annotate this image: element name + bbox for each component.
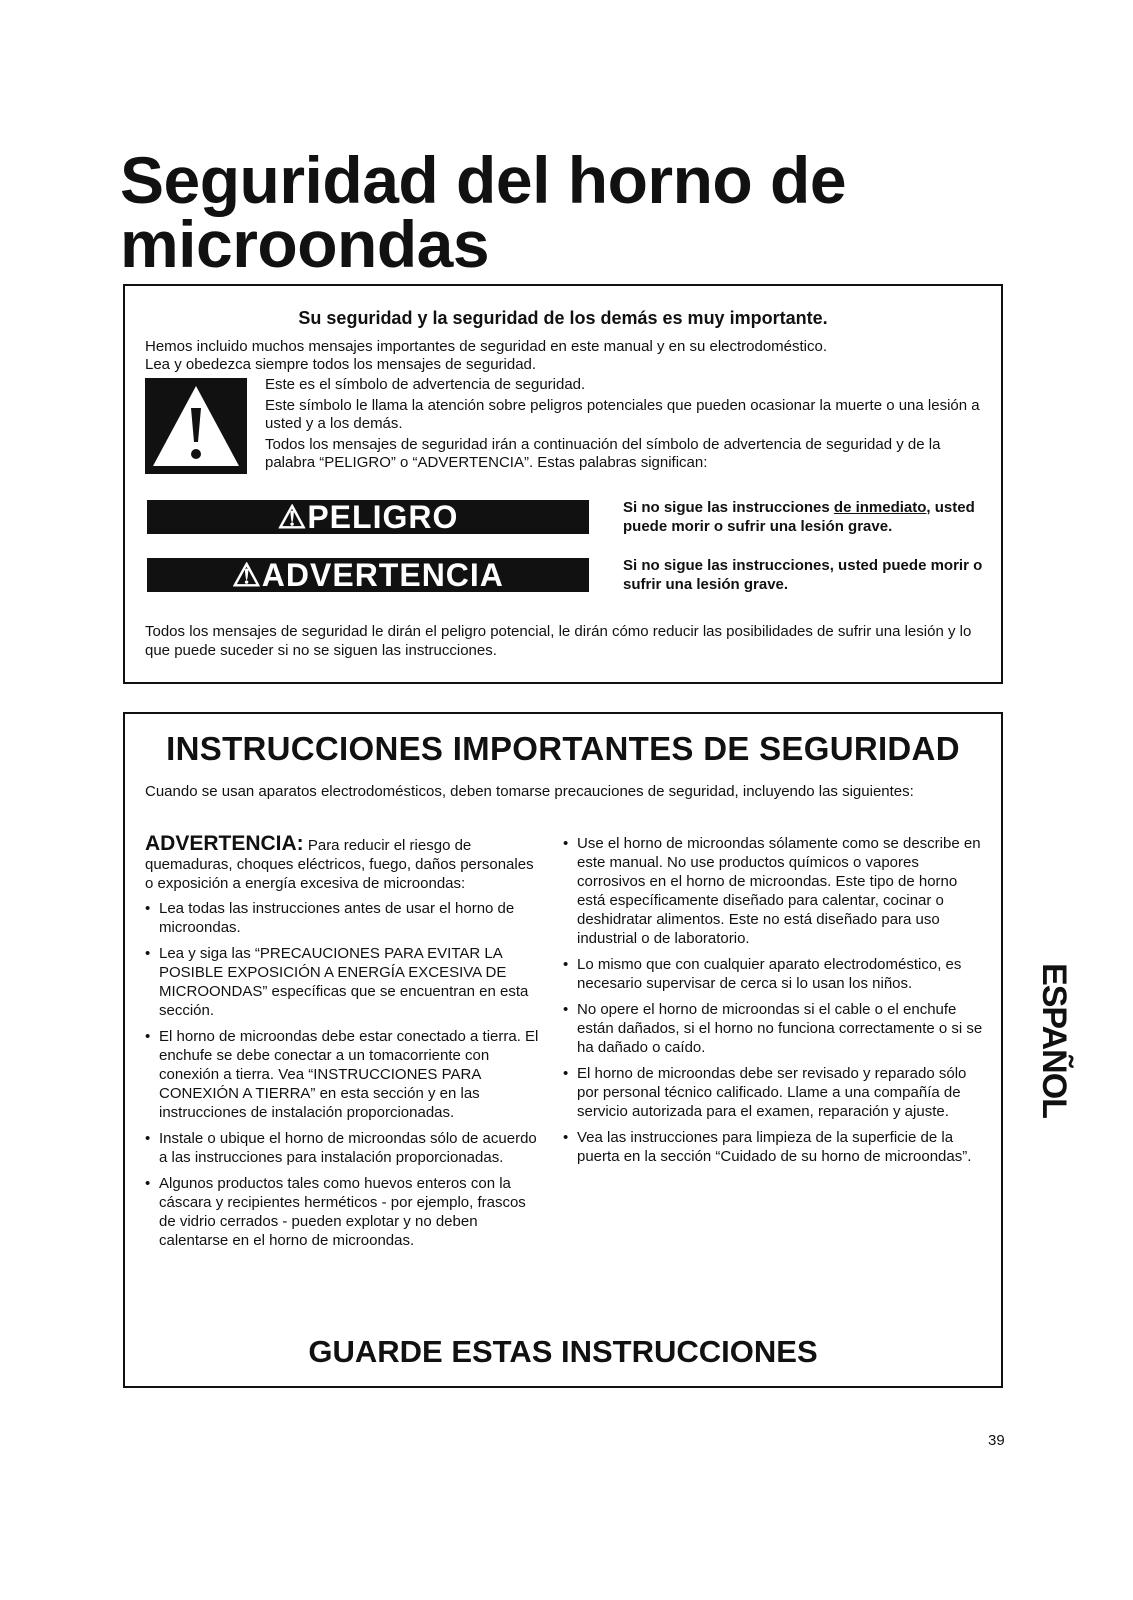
peligro-description: [623, 498, 993, 536]
list-item: • Lea todas las instrucciones antes de usar el horno de microondas.: [145, 899, 540, 937]
list-item: • El horno de microondas debe estar conectado a tierra. El enchufe se debe conectar a un tomacorriente con conexión a tierra. Vea “INSTRUCCIONES PARA CONEXIÓN A TIERRA” en esta sección y en las instrucciones de instalación proporcionadas.: [145, 1027, 540, 1122]
left-bullet-list: [145, 899, 540, 1250]
list-item: • Lea y siga las “PRECAUCIONES PARA EVITAR LA POSIBLE EXPOSICIÓN A ENERGÍA EXCESIVA DE MICROONDAS” específicas que se encuentran en esta sección.: [145, 944, 540, 1020]
warning-label: ADVERTENCIA:: [145, 832, 304, 855]
list-item: • Lo mismo que con cualquier aparato electrodoméstico, es necesario supervisar de cerca si lo usan los niños.: [563, 955, 983, 993]
page-number: 39: [988, 1432, 1005, 1449]
advertencia-label: ADVERTENCIA: [261, 557, 504, 593]
list-item: • Instale o ubique el horno de microondas sólo de acuerdo a las instrucciones para instalación proporcionadas.: [145, 1129, 540, 1167]
list-item: • Use el horno de microondas sólamente como se describe en este manual. No use productos químicos o vapores corrosivos en el horno de microondas. Este tipo de horno está específicamente diseñado para calentar, cocinar o deshidratar alimentos. Este no está diseñado para uso industrial o de laboratorio.: [563, 834, 983, 948]
list-item: • El horno de microondas debe ser revisado y reparado sólo por personal técnico calificado. Llame a una compañía de servicio autorizada para el examen, reparación y ajuste.: [563, 1064, 983, 1121]
instructions-title: INSTRUCCIONES IMPORTANTES DE SEGURIDAD: [166, 730, 960, 767]
safety-message-box: [123, 284, 1003, 684]
warning-triangle-icon: ⚠: [232, 557, 262, 593]
peligro-desc-text: Si no sigue las instrucciones: [623, 499, 834, 516]
right-bullet-list: [563, 834, 983, 1166]
warning-paragraph: [145, 834, 540, 893]
language-label: ESPAÑOL: [1034, 962, 1073, 1118]
peligro-label: PELIGRO: [307, 499, 459, 535]
instructions-left-column: [145, 834, 540, 1257]
instructions-intro: Cuando se usan aparatos electrodomésticos, deben tomarse precauciones de seguridad, incluyendo las siguientes:: [145, 783, 914, 800]
list-item: • No opere el horno de microondas si el cable o el enchufe están dañados, si el horno no funciona correctamente o si se ha dañado o caído.: [563, 1000, 983, 1057]
instructions-right-column: [563, 834, 983, 1173]
symbol-explanation: [265, 376, 993, 475]
safety-intro-line: Hemos incluido muchos mensajes importantes de seguridad en este manual y en su electrodoméstico.: [145, 338, 828, 355]
safety-footer: Todos los mensajes de seguridad le dirán el peligro potencial, le dirán cómo reducir las posibilidades de sufrir una lesión y lo que puede suceder si no se siguen las instrucciones.: [145, 623, 972, 659]
symbol-paragraph: Este símbolo le llama la atención sobre peligros potenciales que pueden ocasionar la muerte o una lesión a usted y a los demás.: [265, 397, 980, 432]
list-item: • Algunos productos tales como huevos enteros con la cáscara y recipientes herméticos - por ejemplo, frascos de vidrio cerrados - pueden explotar y no deben calentarse en el horno de microondas.: [145, 1174, 540, 1250]
language-side-tab: [1033, 955, 1073, 1125]
safety-heading: Su seguridad y la seguridad de los demás es muy importante.: [298, 308, 828, 328]
warning-triangle-icon: [145, 378, 247, 474]
symbol-paragraph: Todos los mensajes de seguridad irán a continuación del símbolo de advertencia de seguridad y de la palabra “PELIGRO” o “ADVERTENCIA”. Estas palabras significan:: [265, 436, 941, 471]
important-instructions-box: [123, 712, 1003, 1388]
page-title: Seguridad del horno de microondas: [120, 143, 847, 281]
peligro-banner: [147, 500, 589, 534]
peligro-desc-underlined: de inmediato: [833, 499, 927, 516]
warning-text: Para reducir el riesgo de quemaduras, choques eléctricos, fuego, daños personales o exposición a energía excesiva de microondas:: [145, 837, 534, 892]
warning-triangle-icon: ⚠: [277, 499, 308, 535]
advertencia-banner: [147, 558, 589, 592]
peligro-desc-text: , usted puede morir o sufrir una lesión grave.: [623, 499, 975, 535]
safety-intro: [145, 338, 985, 374]
advertencia-description: Si no sigue las instrucciones, usted puede morir o sufrir una lesión grave.: [623, 557, 983, 593]
symbol-paragraph: Este es el símbolo de advertencia de seguridad.: [265, 376, 586, 393]
list-item: • Vea las instrucciones para limpieza de la superficie de la puerta en la sección “Cuidado de su horno de microondas”.: [563, 1128, 983, 1166]
save-instructions-heading: GUARDE ESTAS INSTRUCCIONES: [308, 1334, 818, 1369]
safety-intro-line: Lea y obedezca siempre todos los mensajes de seguridad.: [145, 356, 537, 373]
